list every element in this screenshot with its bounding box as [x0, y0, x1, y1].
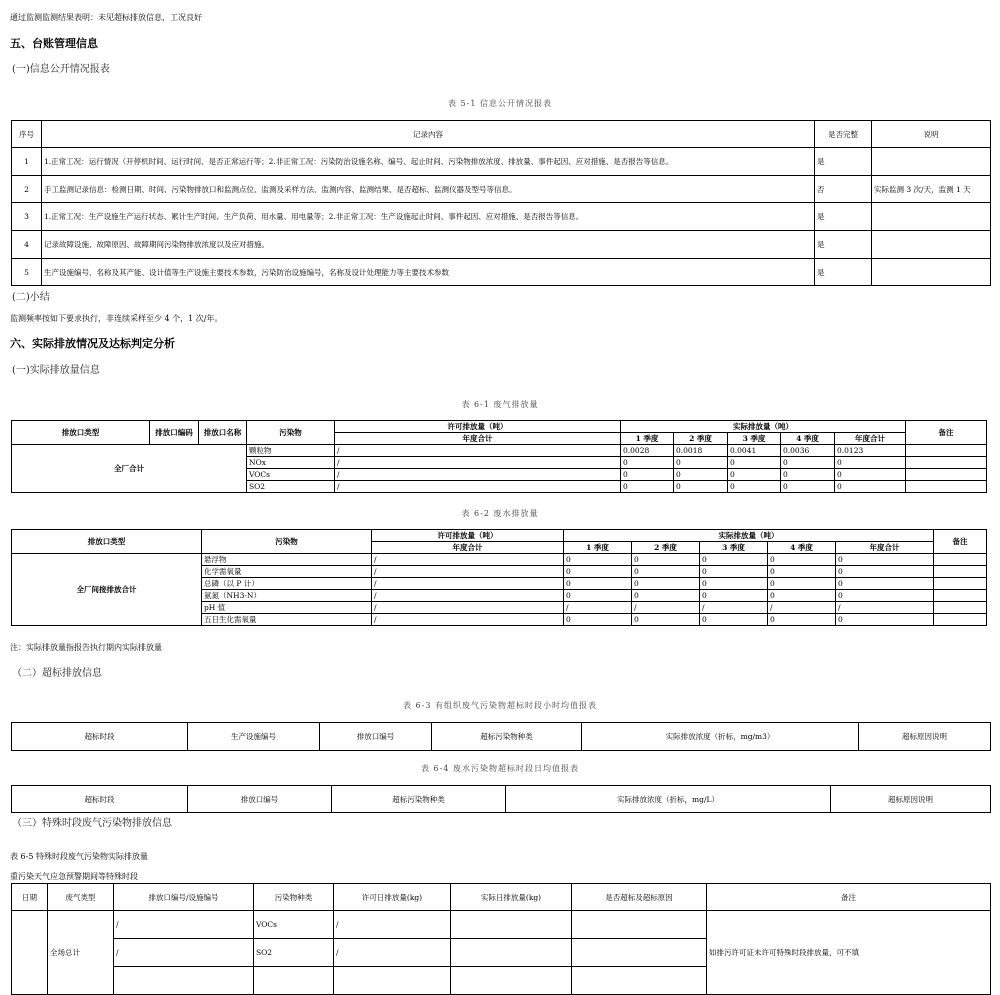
- table-5-1: [11, 120, 991, 286]
- th-pollutant: 污染物种类: [254, 884, 334, 911]
- th-outlet-code: 排放口编号: [188, 786, 332, 813]
- th-exceed-period: 超标时段: [12, 723, 188, 751]
- th-q2: 2 季度: [632, 542, 700, 554]
- th-outlet-facility-code: 排放口编号/设施编号: [114, 884, 254, 911]
- th-q1: 1 季度: [564, 542, 632, 554]
- table-6-3: [11, 722, 991, 751]
- th-outlet-type: 排放口类型: [12, 530, 202, 554]
- section-5-title: 五、台账管理信息: [10, 37, 98, 50]
- section-6-sub2: （二）超标排放信息: [12, 668, 102, 679]
- th-outlet-code: 排放口编码: [150, 421, 199, 445]
- table-6-2: [11, 529, 987, 626]
- table-6-4: [11, 785, 991, 813]
- th-pollutant: 污染物: [247, 421, 335, 445]
- summary-text: 监测频率按如下要求执行，非连续采样至少 4 个，1 次/年。: [10, 314, 223, 323]
- th-exceed-pollutant: 超标污染物种类: [432, 723, 582, 751]
- table-row: 全厂合计 颗粒物 / 0.0028 0.0018 0.0041 0.0036 0.0123: [12, 445, 987, 457]
- th-q4: 4 季度: [781, 433, 835, 445]
- th-q3: 3 季度: [728, 433, 781, 445]
- section-5-sub1: (一)信息公开情况报表: [12, 64, 110, 75]
- th-index: 序号: [12, 121, 42, 148]
- th-permit-year: 年度合计: [372, 542, 564, 554]
- th-q1: 1 季度: [621, 433, 674, 445]
- th-actual-concentration: 实际排放浓度（折标，mg/m3）: [582, 723, 859, 751]
- th-outlet-code: 排放口编号: [320, 723, 432, 751]
- section-6-title: 六、实际排放情况及达标判定分析: [10, 337, 175, 350]
- th-exceed-reason: 是否超标及超标原因: [572, 884, 707, 911]
- group-label: 全厂合计: [12, 445, 247, 493]
- table-6-5-caption: 表 6-5 特殊时段废气污染物实际排放量: [10, 852, 148, 861]
- table-6-5-subcaption: 重污染天气应急预警期间等特殊时段: [10, 872, 138, 881]
- th-exceed-pollutant: 超标污染物种类: [332, 786, 506, 813]
- table-6-1-caption: 表 6-1 废气排放量: [461, 400, 539, 409]
- table-row: 氨氮（NH3-N） / 0 0 0 0 0: [12, 590, 987, 602]
- table-row: 总磷（以 P 计） / 0 0 0 0 0: [12, 578, 987, 590]
- remark-cell: 如排污许可证未许可特殊时段排放量，可不填: [707, 911, 991, 995]
- th-actual: 实际排放量（吨）: [621, 421, 906, 433]
- table-row: VOCs / 0 0 0 0 0: [12, 469, 987, 481]
- th-date: 日期: [12, 884, 48, 911]
- th-permit-year: 年度合计: [335, 433, 621, 445]
- th-complete: 是否完整: [815, 121, 872, 148]
- th-note: 备注: [906, 421, 987, 445]
- section-5-sub2: (二)小结: [12, 292, 50, 303]
- th-exceed-reason: 超标原因说明: [859, 723, 991, 751]
- th-outlet-name: 排放口名称: [199, 421, 247, 445]
- table-6-3-caption: 表 6-3 有组织废气污染物超标时段小时均值报表: [403, 701, 597, 710]
- section-6-sub3: （三）特殊时段废气污染物排放信息: [12, 818, 172, 829]
- table-row: / SO2 /: [12, 939, 991, 967]
- table-row: 全厂间接排放合计 悬浮物 / 0 0 0 0 0: [12, 554, 987, 566]
- table-row: 1 1.正常工况：运行情况（开停机时间、运行时间、是否正常运行等；2.非正常工况：污染防治设施名称、编号、起止时间、污染物排放浓度、排放量、事件起因、应对措施、是否报告等信息。 是: [12, 148, 991, 176]
- table-row: pH 值 / / / / / /: [12, 602, 987, 614]
- table-row: 2 手工监测记录信息：检测日期、时间、污染物排放口和监测点位、监测及采样方法、监测内容、监测结果、是否超标、监测仪器及型号等信息。 否 实际监测 3 次/天，监测 1 天: [12, 176, 991, 203]
- table-row: 5 生产设施编号、名称及其产能、设计值等生产设施主要技术参数，污染防治设施编号，名称及设计处理能力等主要技术参数 是: [12, 259, 991, 286]
- th-gas-type: 废气类型: [48, 884, 114, 911]
- th-year-total: 年度合计: [835, 433, 906, 445]
- th-actual-daily: 实际日排放量(kg): [451, 884, 572, 911]
- th-note: 备注: [934, 530, 987, 554]
- th-facility-code: 生产设施编号: [188, 723, 320, 751]
- table-6-5: [11, 883, 991, 995]
- th-q3: 3 季度: [700, 542, 768, 554]
- group-label: 全厂间接排放合计: [12, 554, 202, 626]
- th-exceed-period: 超标时段: [12, 786, 188, 813]
- th-pollutant: 污染物: [202, 530, 372, 554]
- table-row: NOx / 0 0 0 0 0: [12, 457, 987, 469]
- th-content: 记录内容: [42, 121, 815, 148]
- table-row: 4 记录故障设施、故障原因、故障期间污染物排放浓度以及应对措施。 是: [12, 231, 991, 259]
- th-permit: 许可排放量（吨）: [372, 530, 564, 542]
- th-q2: 2 季度: [674, 433, 728, 445]
- th-year-total: 年度合计: [836, 542, 934, 554]
- table-row: 五日生化需氧量 / 0 0 0 0 0: [12, 614, 987, 626]
- group-label: 全场总计: [48, 911, 114, 995]
- table-6-4-caption: 表 6-4 废水污染物超标时段日均值报表: [421, 764, 579, 773]
- th-permit: 许可排放量（吨）: [335, 421, 621, 433]
- table-5-1-caption: 表 5-1 信息公开情况报表: [448, 99, 552, 108]
- table-6-2-caption: 表 6-2 废水排放量: [461, 509, 539, 518]
- th-exceed-reason: 超标原因说明: [831, 786, 991, 813]
- th-actual: 实际排放量（吨）: [564, 530, 934, 542]
- table-row: 化学需氧量 / 0 0 0 0 0: [12, 566, 987, 578]
- th-remark: 备注: [707, 884, 991, 911]
- th-permit-daily: 许可日排放量(kg): [334, 884, 451, 911]
- intro-text: 通过监测监测结果表明：未见超标排放信息，工况良好: [10, 13, 202, 22]
- table-row: 全场总计 / VOCs / 如排污许可证未许可特殊时段排放量，可不填: [12, 911, 991, 939]
- th-outlet-type: 排放口类型: [12, 421, 150, 445]
- section-6-sub1: (一)实际排放量信息: [12, 365, 100, 376]
- table-row: 3 1.正常工况：生产设施生产运行状态、累计生产时间、生产负荷、用水量、用电量等；2.非正常工况：生产设施起止时间、事件起因、应对措施、是否报告等信息。 是: [12, 203, 991, 231]
- th-actual-concentration: 实际排放浓度（折标，mg/L）: [506, 786, 831, 813]
- th-remark: 说明: [872, 121, 991, 148]
- table-row: SO2 / 0 0 0 0 0: [12, 481, 987, 493]
- table-6-1: [11, 420, 987, 493]
- note-text: 注：实际排放量指报告执行期内实际排放量: [10, 643, 162, 652]
- th-q4: 4 季度: [768, 542, 836, 554]
